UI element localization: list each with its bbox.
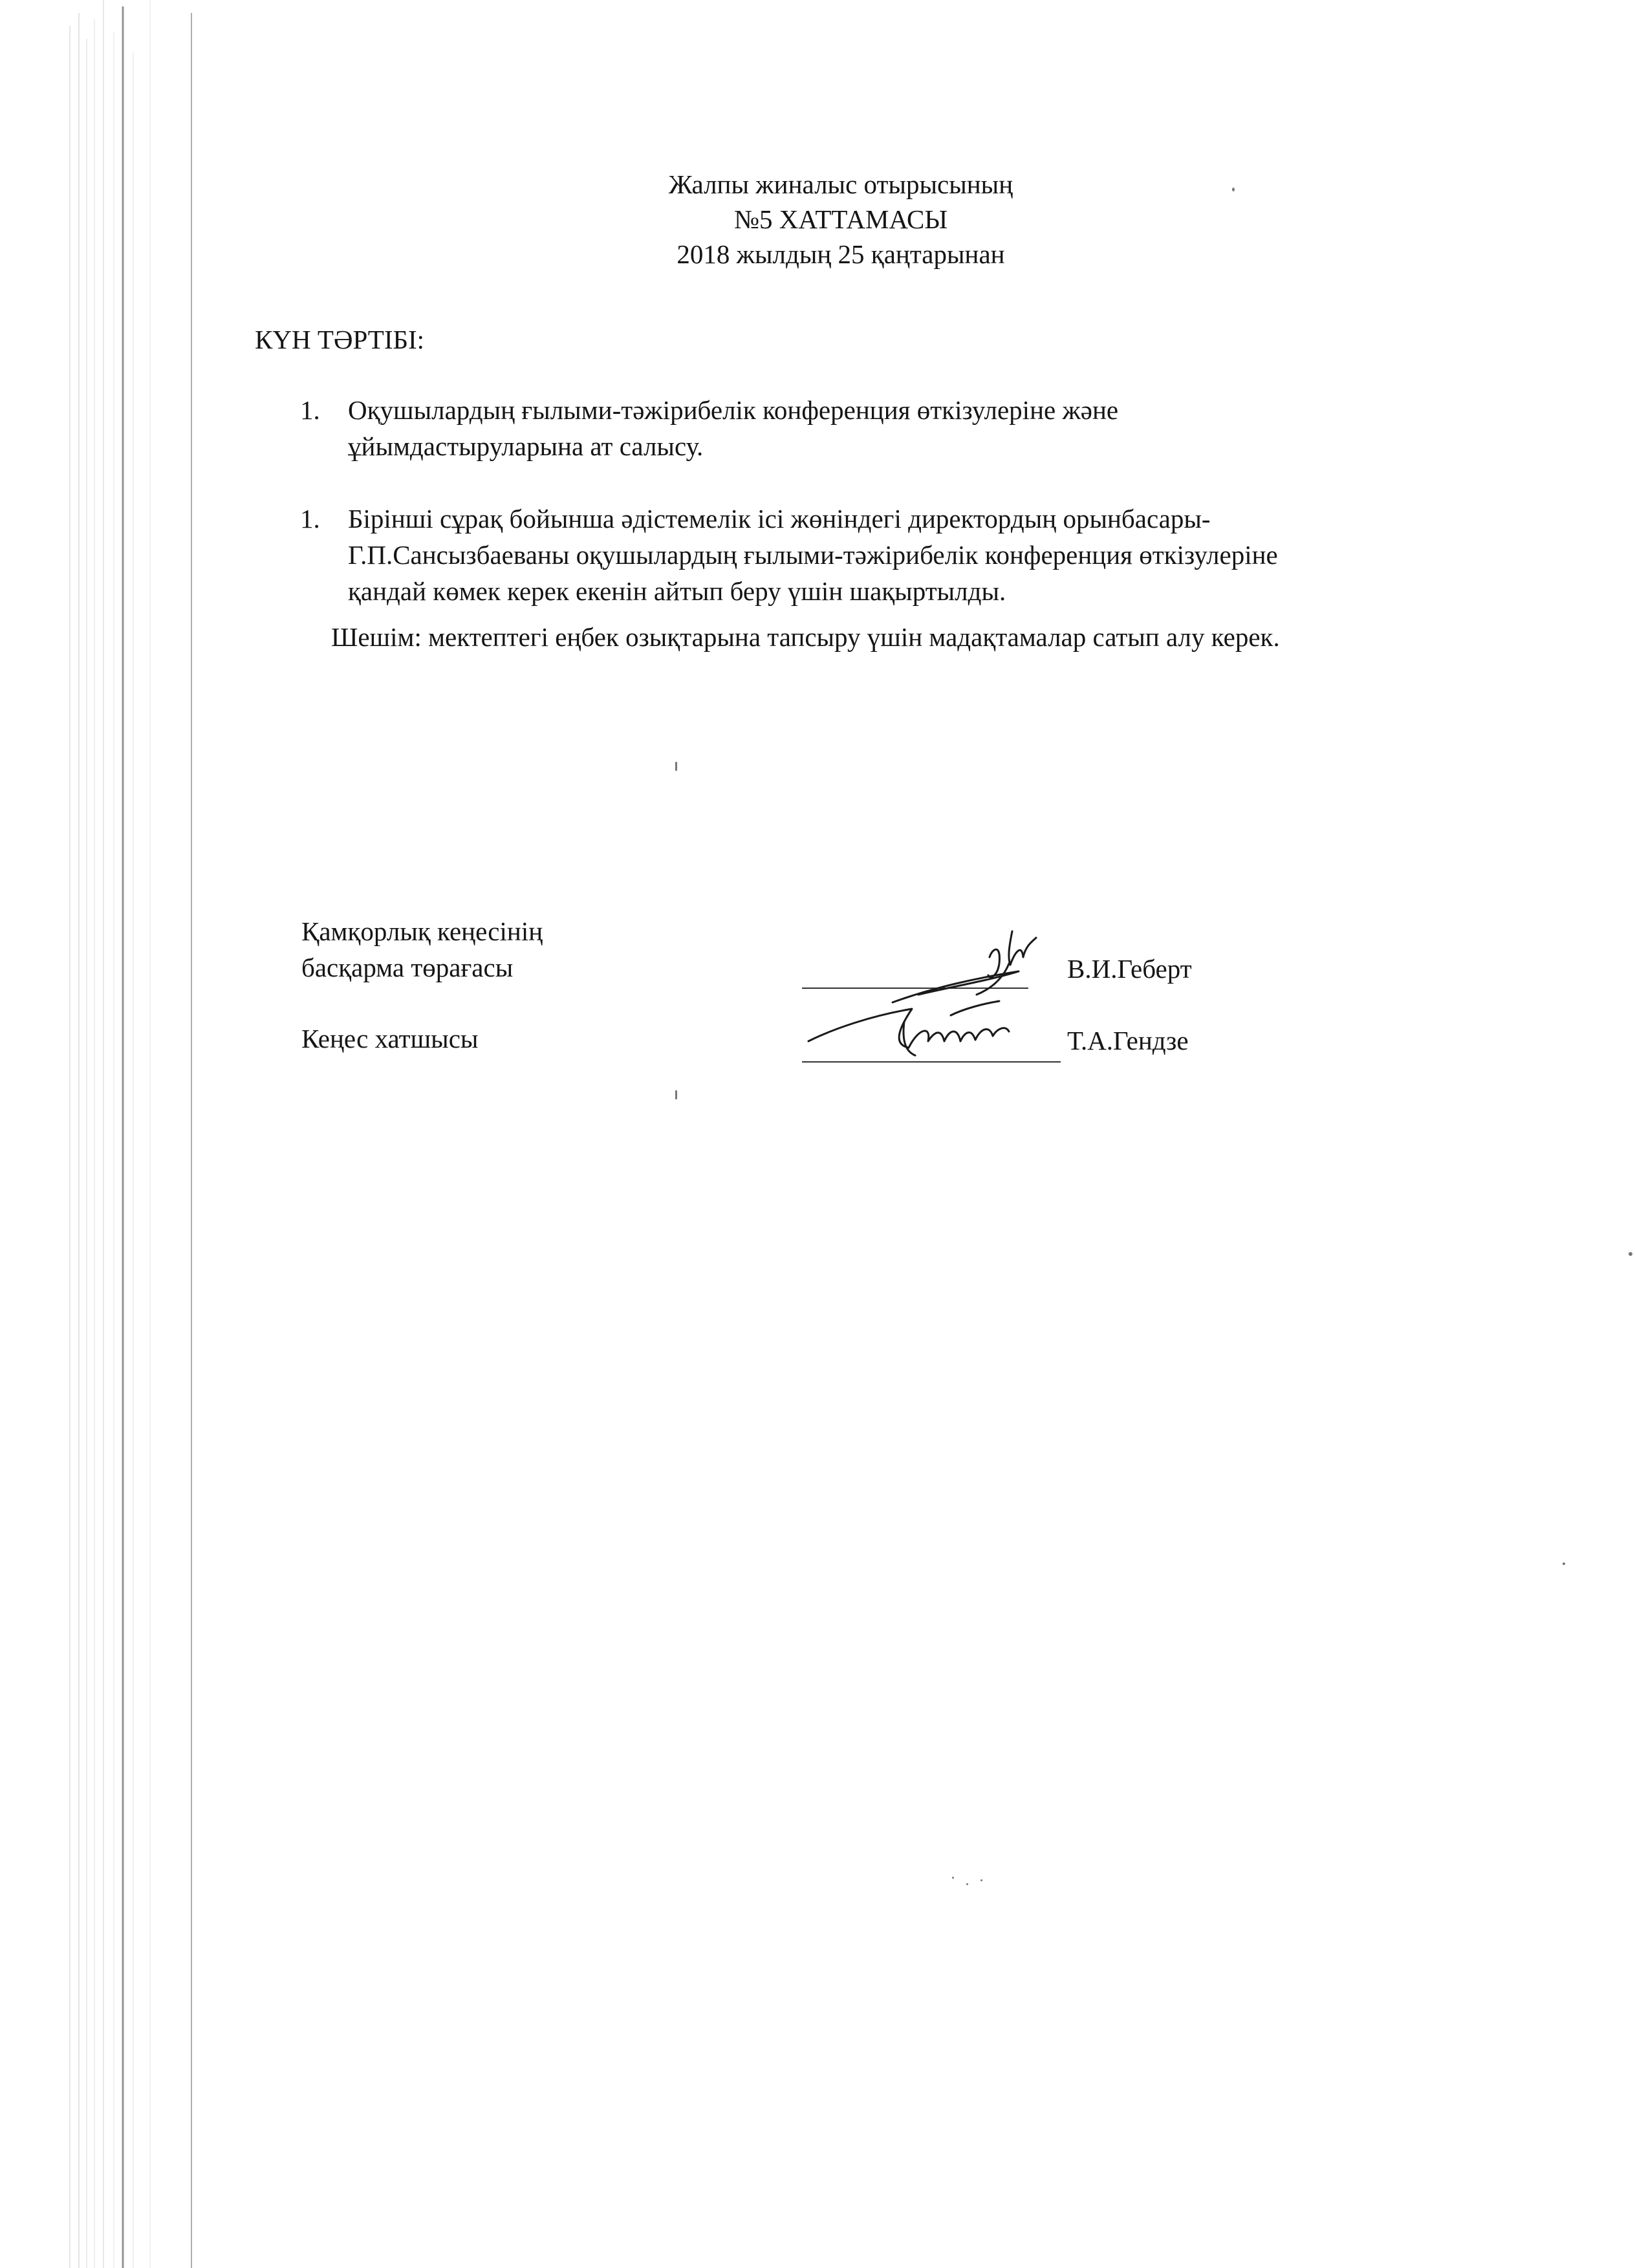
discussion-list xyxy=(300,501,1278,609)
item-text xyxy=(348,392,1118,464)
scan-speck xyxy=(952,1877,954,1879)
item-text-line: Оқушылардың ғылыми-тәжірибелік конференция өткізулеріне және xyxy=(348,395,1119,425)
document-header xyxy=(453,167,1229,272)
item-text-line: Г.П.Сансызбаеваны оқушылардың ғылыми-тәжірибелік конференция өткізулеріне xyxy=(348,540,1278,570)
secretary-name: Т.А.Гендзе xyxy=(1067,1026,1189,1055)
scan-edge-artifacts xyxy=(0,0,207,2268)
item-text-line: Бірінші сұрақ бойынша әдістемелік ісі жөніндегі директордың орынбасары- xyxy=(348,504,1211,534)
decision-text: Шешім: мектептегі еңбек озықтарына тапсыру үшін мадақтамалар сатып алу керек. xyxy=(331,622,1280,652)
chair-title-line: Қамқорлық кеңесінің xyxy=(301,916,543,946)
protocol-number: №5 ХАТТАМАСЫ xyxy=(733,204,948,234)
item-number: 1. xyxy=(300,504,320,534)
header-line-1: Жалпы жиналыс отырысының xyxy=(668,169,1013,199)
item-text-line: ұйымдастыруларына ат салысу. xyxy=(348,431,704,461)
scan-speck xyxy=(966,1883,968,1885)
chair-title-line: басқарма төрағасы xyxy=(301,953,514,982)
agenda-title: КҮН ТӘРТІБІ: xyxy=(255,325,425,354)
secretary-title: Кеңес хатшысы xyxy=(301,1024,479,1053)
chair-title xyxy=(301,913,543,986)
scan-speck xyxy=(675,762,677,771)
list-item xyxy=(300,392,1118,464)
item-text-line: қандай көмек керек екенін айтып беру үшін шақыртылды. xyxy=(348,576,1006,606)
scan-speck xyxy=(675,1090,677,1099)
handwritten-signature xyxy=(796,918,1067,1074)
item-number: 1. xyxy=(300,395,320,425)
chair-name: В.И.Геберт xyxy=(1067,954,1192,984)
scan-speck xyxy=(1563,1562,1565,1565)
scan-speck xyxy=(980,1879,982,1881)
agenda-list xyxy=(300,392,1118,464)
list-item xyxy=(300,501,1278,609)
scan-speck xyxy=(1232,188,1235,191)
scan-speck xyxy=(1629,1252,1632,1256)
item-text xyxy=(348,501,1278,609)
protocol-date: 2018 жылдың 25 қаңтарынан xyxy=(677,239,1005,269)
